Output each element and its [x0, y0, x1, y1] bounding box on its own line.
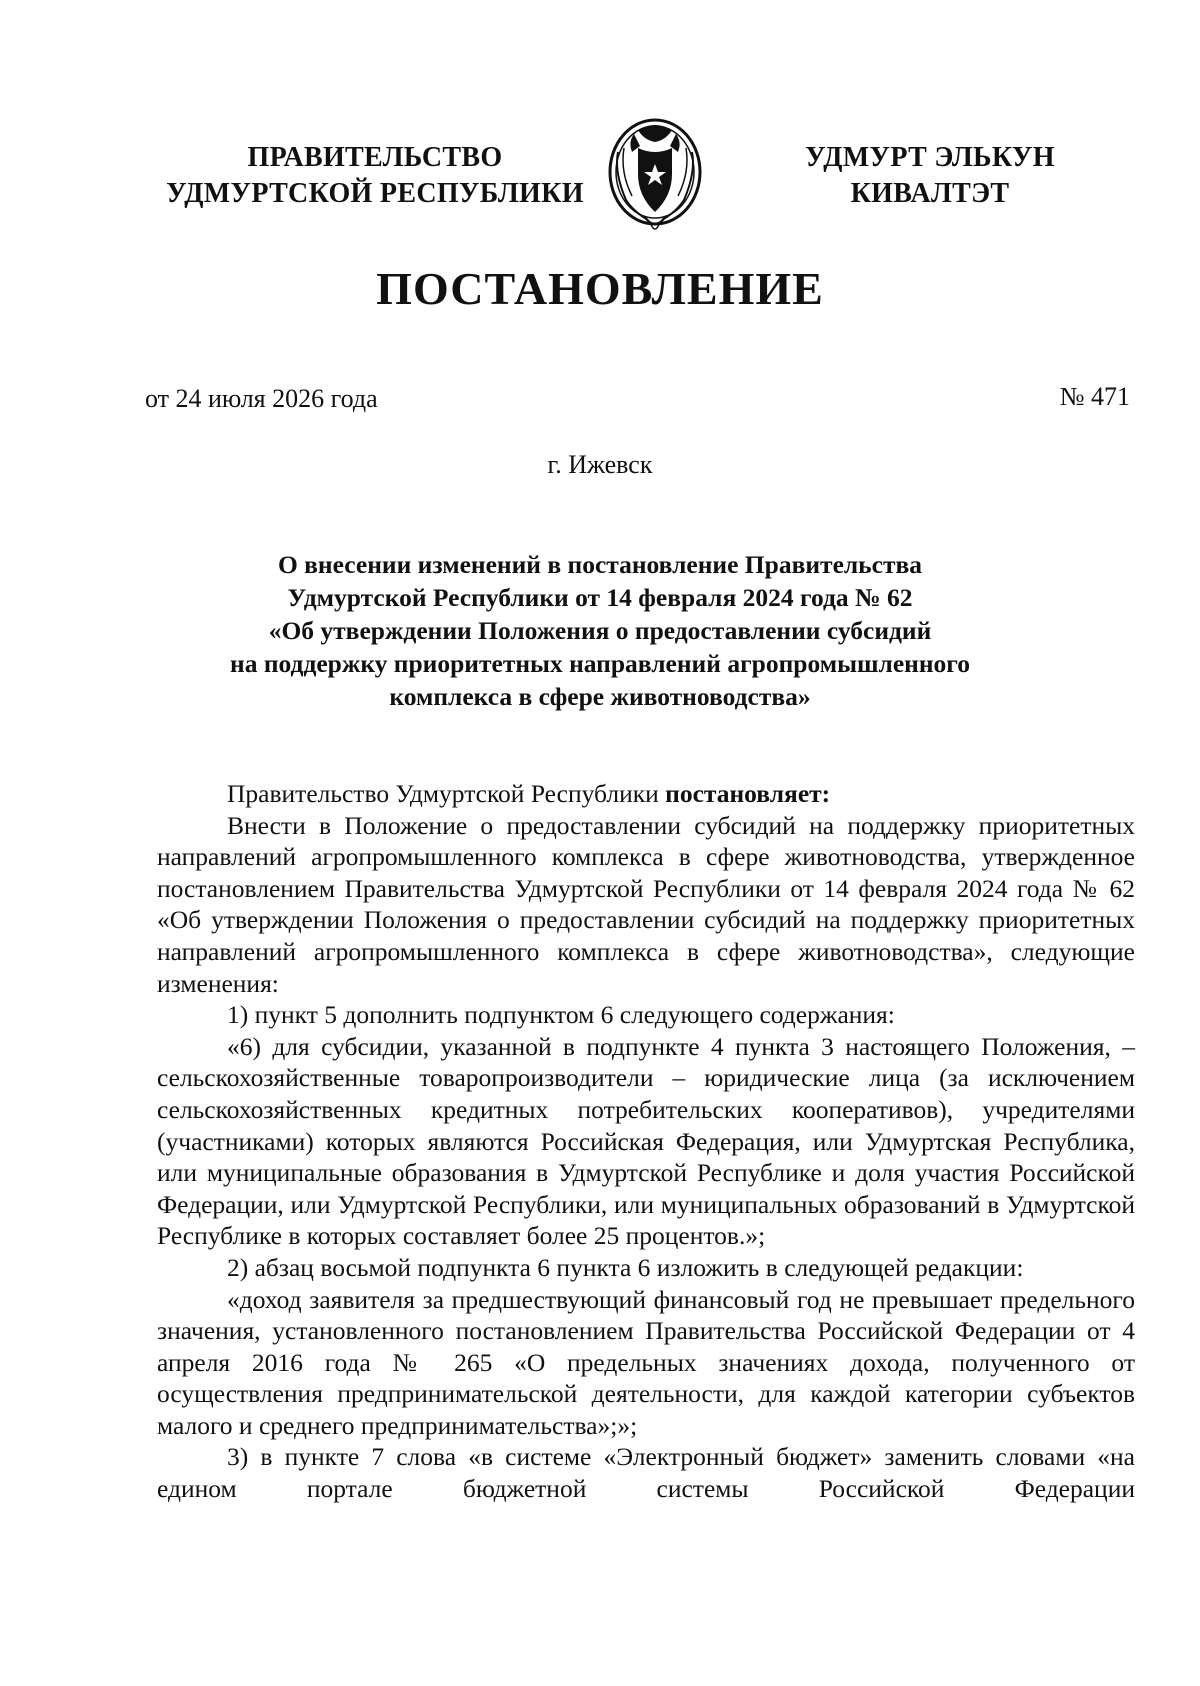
- document-type-heading: ПОСТАНОВЛЕНИЕ: [376, 263, 824, 314]
- intro-paragraph: [157, 778, 1135, 810]
- title-line: на поддержку приоритетных направлений агропромышленного: [230, 649, 970, 678]
- header-right-udm: [780, 140, 1080, 212]
- document-number: № 471: [1059, 382, 1130, 411]
- document-date: от 24 июля 2026 года: [145, 384, 378, 413]
- title-line: Удмуртской Республики от 14 февраля 2024 года № 62: [287, 583, 913, 612]
- title-line: «Об утверждении Положения о предоставлении субсидий: [268, 616, 932, 645]
- title-line: О внесении изменений в постановление Правительства: [277, 550, 923, 579]
- body-paragraph-5: «доход заявителя за предшествующий финансовый год не превышает предельного значения, установленного постановлением Правительства Российской Федерации от 4 апреля 2016 года № 265 «О предельных значениях дохода, полученного от осуществления предпринимательской деятельности, для каждой категории субъектов малого и среднего предпринимательства»;»;: [157, 1284, 1135, 1440]
- document-title: [150, 548, 1050, 713]
- intro-text: Правительство Удмуртской Республики: [227, 779, 666, 808]
- body-paragraph-3: «6) для субсидии, указанной в подпункте 4 пункта 3 настоящего Положения, – сельскохозяйственные товаропроизводители – юридические лица (за исключением сельскохозяйственных кредитных потребительских кооперативов), учредителями (участниками) которых являются Российская Федерация, или Удмуртская Республика, или муниципальные образования в Удмуртской Республике и доля участия Российской Федерации, или Удмуртской Республики, или муниципальных образований в Удмуртской Республике в которых составляет более 25 процентов.»;: [157, 1031, 1135, 1251]
- coat-of-arms-icon: [604, 112, 706, 242]
- intro-bold-verb: постановляет:: [665, 779, 831, 808]
- header-left-ru: [140, 140, 610, 212]
- title-line: комплекса в сфере животноводства»: [389, 682, 811, 711]
- document-body: [157, 778, 1135, 1505]
- body-paragraph-2: 1) пункт 5 дополнить подпунктом 6 следующего содержания:: [227, 1000, 895, 1030]
- body-paragraph-4: 2) абзац восьмой подпункта 6 пункта 6 изложить в следующей редакции:: [227, 1252, 1024, 1282]
- header-left-line2: УДМУРТСКОЙ РЕСПУБЛИКИ: [166, 178, 584, 209]
- header-right-line2: КИВАЛТЭТ: [850, 178, 1010, 209]
- body-paragraph-6: 3) в пункте 7 слова «в системе «Электронный бюджет» заменить словами «на едином портале бюджетной системы Российской Федерации: [157, 1442, 1135, 1504]
- document-city: г. Ижевск: [547, 450, 653, 479]
- header-right-line1: УДМУРТ ЭЛЬКУН: [805, 142, 1055, 173]
- body-paragraph-1: Внести в Положение о предоставлении субсидий на поддержку приоритетных направлений агропромышленного комплекса в сфере животноводства, утвержденное постановлением Правительства Удмуртской Республики от 14 февраля 2024 года № 62 «Об утверждении Положения о предоставлении субсидий на поддержку приоритетных направлений агропромышленного комплекса в сфере животноводства», следующие изменения:: [157, 810, 1135, 998]
- header-left-line1: ПРАВИТЕЛЬСТВО: [247, 142, 503, 173]
